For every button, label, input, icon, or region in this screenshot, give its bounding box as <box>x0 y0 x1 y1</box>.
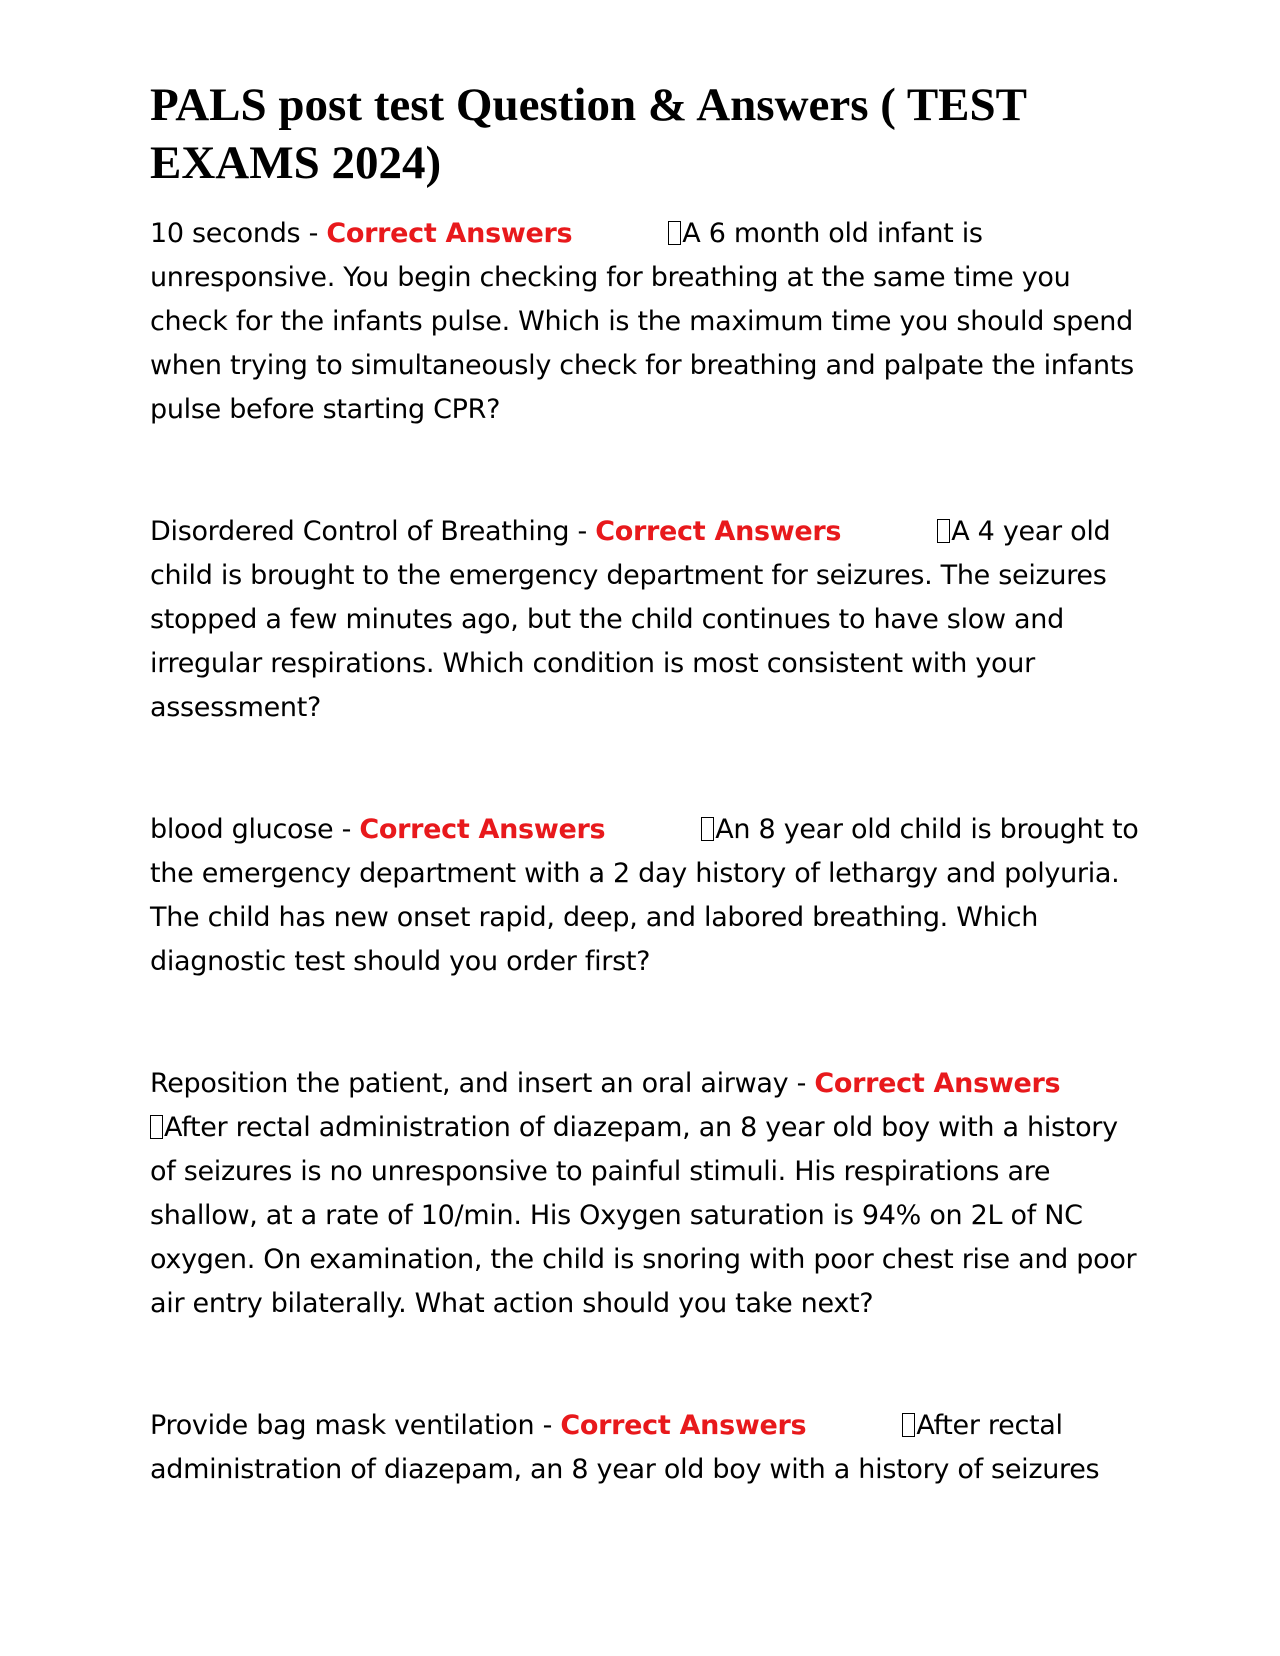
qa-list <box>150 212 1140 1492</box>
qa-item <box>150 808 1140 984</box>
separator: - <box>534 1410 561 1441</box>
qa-item <box>150 212 1140 432</box>
question-text: An 8 year old child is brought to the emergency department with a 2 day history of lethargy and polyuria. The child has new onset rapid, deep, and labored breathing. Which diagnostic test should you order first? <box>150 814 1139 977</box>
missing-glyph-icon <box>701 817 714 841</box>
correct-answers-label: Correct Answers <box>814 1068 1061 1099</box>
answer-text: blood glucose <box>150 814 334 845</box>
answer-text: Disordered Control of Breathing <box>150 516 570 547</box>
separator: - <box>788 1068 815 1099</box>
separator: - <box>569 516 596 547</box>
answer-text: Provide bag mask ventilation <box>150 1410 535 1441</box>
missing-glyph-icon <box>150 1115 163 1139</box>
missing-glyph-icon <box>902 1413 915 1437</box>
document-title: PALS post test Question & Answers ( TEST EXAMS 2024) <box>150 79 1027 189</box>
qa-item <box>150 1404 1140 1492</box>
question-text: A 6 month old infant is unresponsive. You begin checking for breathing at the same time you check for the infants pulse. Which is the maximum time you should spend when trying to simultaneously check for breathing and palpate the infants pulse before starting CPR? <box>150 218 1134 425</box>
correct-answers-label: Correct Answers <box>560 1410 807 1441</box>
separator: - <box>300 218 327 249</box>
question-text: A 4 year old child is brought to the emergency department for seizures. The seizures stopped a few minutes ago, but the child continues to have slow and irregular respirations. Which condition is most consistent with your assessment? <box>150 516 1111 723</box>
answer-text: 10 seconds <box>150 218 301 249</box>
correct-answers-label: Correct Answers <box>326 218 573 249</box>
missing-glyph-icon <box>937 519 950 543</box>
question-text: After rectal administration of diazepam, an 8 year old boy with a history of seizures <box>150 1410 1100 1485</box>
question-text: After rectal administration of diazepam, an 8 year old boy with a history of seizures is no unresponsive to painful stimuli. His respirations are shallow, at a rate of 10/min. His Oxygen saturation is 94% on 2L of NC oxygen. On examination, the child is snoring with poor chest rise and poor air entry bilaterally. What action should you take next? <box>150 1112 1137 1319</box>
answer-text: Reposition the patient, and insert an oral airway <box>150 1068 789 1099</box>
correct-answers-label: Correct Answers <box>359 814 606 845</box>
correct-answers-label: Correct Answers <box>595 516 842 547</box>
separator: - <box>333 814 360 845</box>
qa-item <box>150 1062 1140 1326</box>
missing-glyph-icon <box>668 221 681 245</box>
document-content <box>150 76 1140 1570</box>
qa-item <box>150 510 1140 730</box>
